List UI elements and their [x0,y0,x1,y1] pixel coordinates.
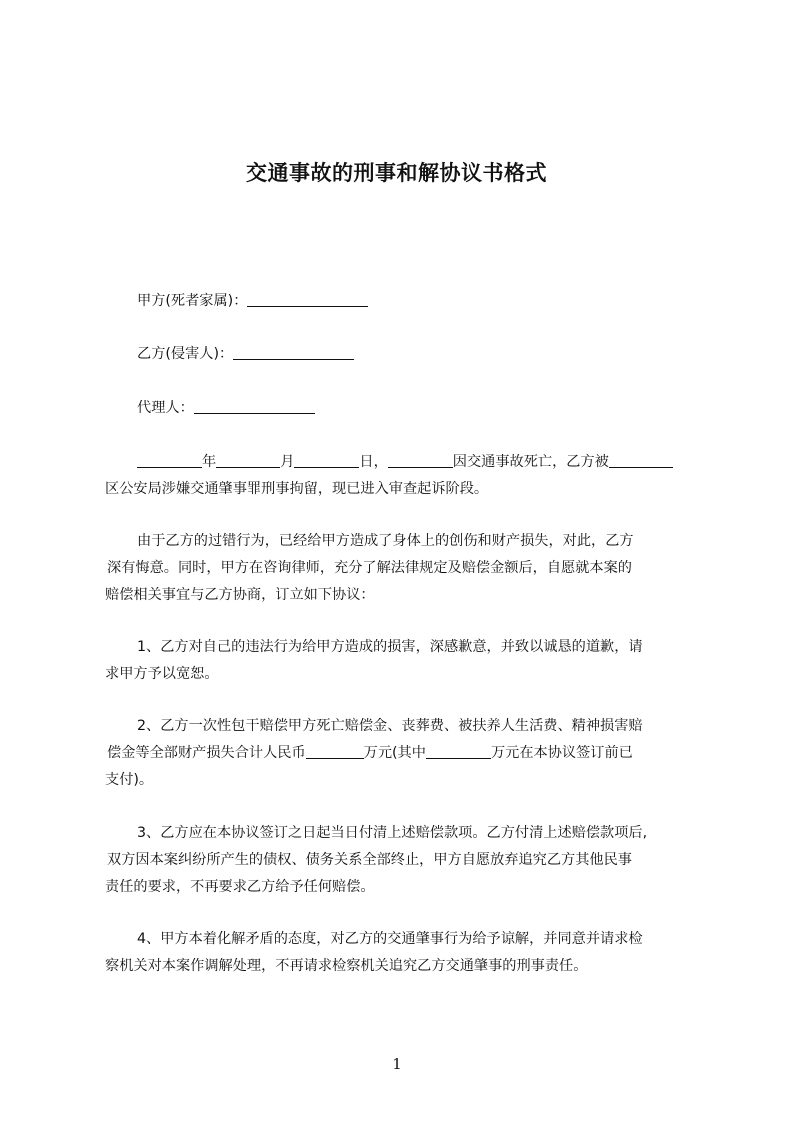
clause-2-middle: 万元(其中 [363,745,426,761]
reason-line-1: 由于乙方的过错行为，已经给甲方造成了身体上的创伤和财产损失，对此，乙方 [137,533,634,549]
clause-2-line-1: 2、乙方一次性包干赔偿甲方死亡赔偿金、丧葬费、被扶养人生活费、精神损害赔 [137,718,643,734]
deceased-name-blank [388,453,453,468]
clause-2-line-2 [107,744,633,762]
reason-line-2: 深有悔意。同时，甲方在咨询律师，充分了解法律规定及赔偿金额后，自愿就本案的 [107,560,632,576]
clause-4-line-1: 4、甲方本着化解矛盾的态度，对乙方的交通肇事行为给予谅解，并同意并请求检 [137,931,643,947]
year-blank [137,453,202,468]
party-b-label: 乙方(侵害人)： [137,346,234,362]
day-blank [294,453,359,468]
clause-4-line-2: 察机关对本案作调解处理，不再请求检察机关追究乙方交通肇事的刑事责任。 [105,958,588,974]
clause-2-suffix: 万元在本协议签订前已 [490,745,633,761]
party-a-label: 甲方(死者家属)： [137,293,248,309]
agent-line [137,399,315,417]
document-title: 交通事故的刑事和解协议书格式 [246,161,547,186]
party-b-blank [233,345,354,360]
clause-1-line-2: 求甲方予以宽恕。 [105,666,219,682]
intro-line-1 [137,453,673,471]
clause-2-line-3: 支付)。 [105,772,154,788]
party-a-line [137,292,368,310]
party-b-line [137,345,354,363]
page-number: 1 [392,1055,402,1073]
clause-3-line-1: 3、乙方应在本协议签订之日起当日付清上述赔偿款项。乙方付清上述赔偿款项后, [137,825,648,841]
month-label: 月 [280,454,295,470]
paid-amount-blank [426,744,491,759]
clause-1-line-1: 1、乙方对自己的违法行为给甲方造成的损害，深感歉意，并致以诚恳的道歉，请 [137,639,643,655]
year-label: 年 [202,454,217,470]
agent-blank [194,399,315,414]
party-a-blank [247,292,368,307]
day-label: 日， [359,454,388,470]
intro-line-2: 区公安局涉嫌交通肇事罪刑事拘留，现已进入审查起诉阶段。 [105,481,489,497]
event-text: 因交通事故死亡，乙方被 [452,454,609,470]
total-amount-blank [306,744,364,759]
month-blank [216,453,280,468]
reason-line-3: 赔偿相关事宜与乙方协商，订立如下协议： [105,587,375,603]
agent-label: 代理人： [137,400,194,416]
clause-2-prefix: 偿金等全部财产损失合计人民币 [107,745,306,761]
clause-3-line-2: 双方因本案纠纷所产生的债权、债务关系全部终止，甲方自愿放弃追究乙方其他民事 [107,852,632,868]
clause-3-line-3: 责任的要求，不再要求乙方给予任何赔偿。 [105,879,375,895]
district-blank [609,453,673,468]
